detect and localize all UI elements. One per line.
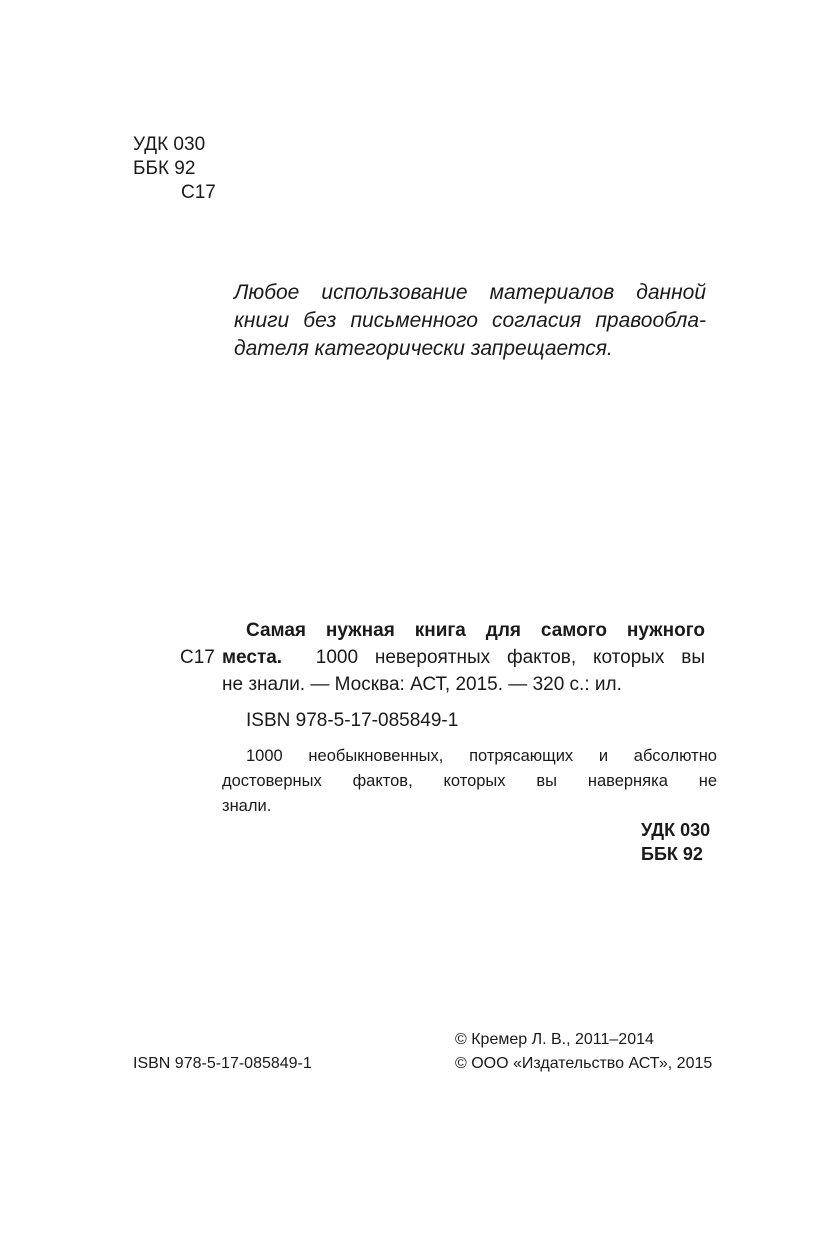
- cutter-code: С17: [181, 182, 216, 203]
- record-isbn: ISBN 978-5-17-085849-1: [246, 710, 459, 731]
- bibliographic-record: [222, 617, 705, 698]
- bbk-code-right: ББК 92: [641, 844, 703, 864]
- copyright-notice: [234, 279, 706, 363]
- notice-line-2: книги без письменного согласия правообла-: [234, 309, 706, 332]
- notice-line-3: дателя категорически запрещается.: [234, 337, 613, 360]
- book-title-part-1: Самая нужная книга для самого нужного: [246, 620, 705, 641]
- annotation-line-3: знали.: [222, 797, 272, 815]
- copyright-author: © Кремер Л. В., 2011–2014: [455, 1031, 654, 1048]
- footer-isbn: ISBN 978-5-17-085849-1: [133, 1055, 312, 1072]
- bbk-code: ББК 92: [133, 158, 196, 179]
- book-title-part-2: места.: [222, 647, 283, 668]
- annotation: [222, 744, 717, 819]
- udk-code: УДК 030: [133, 134, 206, 155]
- record-line-3: не знали. — Москва: АСТ, 2015. — 320 с.: ил.: [222, 674, 622, 695]
- record-line-1: [222, 617, 705, 644]
- notice-line-1: Любое использование материалов данной: [234, 281, 706, 304]
- copyright-publisher: © ООО «Издательство АСТ», 2015: [455, 1055, 713, 1072]
- annotation-line-2: достоверных фактов, которых вы наверняка не: [222, 772, 717, 790]
- record-cutter-code: С17: [180, 647, 215, 668]
- annotation-line-1: 1000 необыкновенных, потрясающих и абсолютно: [246, 747, 717, 765]
- book-subtitle: 1000 невероятных фактов, которых вы: [315, 647, 705, 668]
- udk-code-right: УДК 030: [641, 820, 711, 840]
- record-line-2: [222, 644, 705, 671]
